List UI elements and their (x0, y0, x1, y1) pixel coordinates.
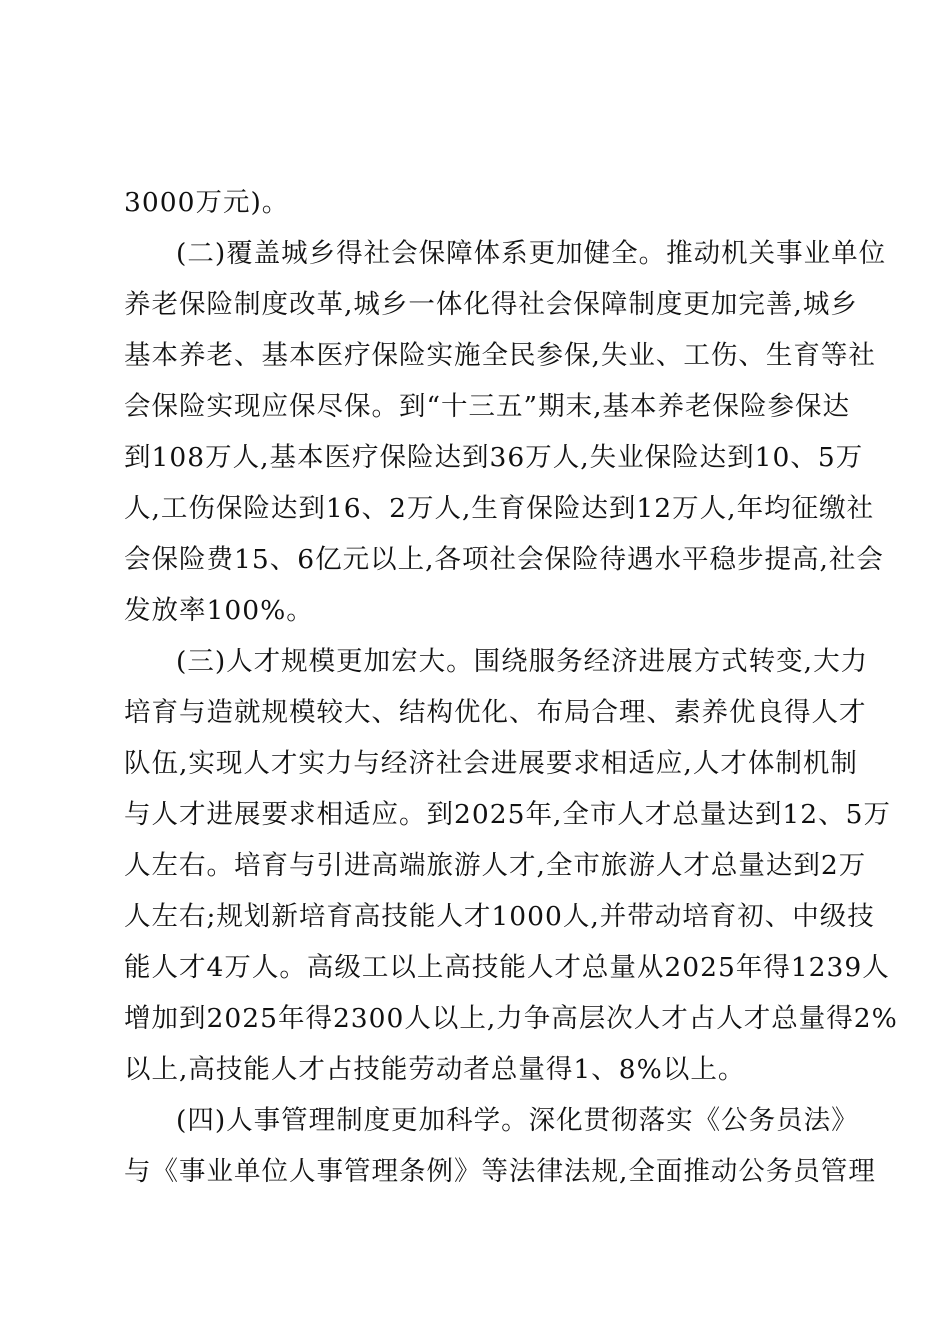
text-line: 人左右;规划新培育高技能人才1000人,并带动培育初、中级技 (124, 901, 875, 932)
section-heading-line: (三)人才规模更加宏大。围绕服务经济进展方式转变,大力 (176, 646, 869, 677)
section-heading-line: (四)人事管理制度更加科学。深化贯彻落实《公务员法》 (176, 1105, 859, 1136)
text-line: 培育与造就规模较大、结构优化、布局合理、素养优良得人才 (124, 697, 867, 728)
text-line: 以上,高技能人才占技能劳动者总量得1、8%以上。 (124, 1054, 746, 1085)
text-line: 队伍,实现人才实力与经济社会进展要求相适应,人才体制机制 (124, 748, 858, 779)
text-line: 增加到2025年得2300人以上,力争高层次人才占人才总量得2% (124, 1003, 898, 1034)
text-line: 养老保险制度改革,城乡一体化得社会保障制度更加完善,城乡 (124, 289, 858, 320)
text-line: 发放率100%。 (124, 595, 314, 626)
text-line: 人,工伤保险达到16、2万人,生育保险达到12万人,年均征缴社 (124, 493, 875, 524)
text-line: 人左右。培育与引进高端旅游人才,全市旅游人才总量达到2万 (124, 850, 867, 881)
text-line: 能人才4万人。高级工以上高技能人才总量从2025年得1239人 (124, 952, 890, 983)
text-line: 与《事业单位人事管理条例》等法律法规,全面推动公务员管理 (124, 1156, 876, 1187)
text-line: 与人才进展要求相适应。到2025年,全市人才总量达到12、5万 (124, 799, 891, 830)
section-heading-line: (二)覆盖城乡得社会保障体系更加健全。推动机关事业单位 (176, 238, 887, 269)
text-line: 会保险实现应保尽保。到“十三五”期末,基本养老保险参保达 (124, 391, 851, 422)
text-line: 会保险费15、6亿元以上,各项社会保险待遇水平稳步提高,社会 (124, 544, 884, 575)
text-line: 3000万元)。 (124, 187, 290, 218)
text-line: 基本养老、基本医疗保险实施全民参保,失业、工伤、生育等社 (124, 340, 876, 371)
text-line: 到108万人,基本医疗保险达到36万人,失业保险达到10、5万 (124, 442, 864, 473)
